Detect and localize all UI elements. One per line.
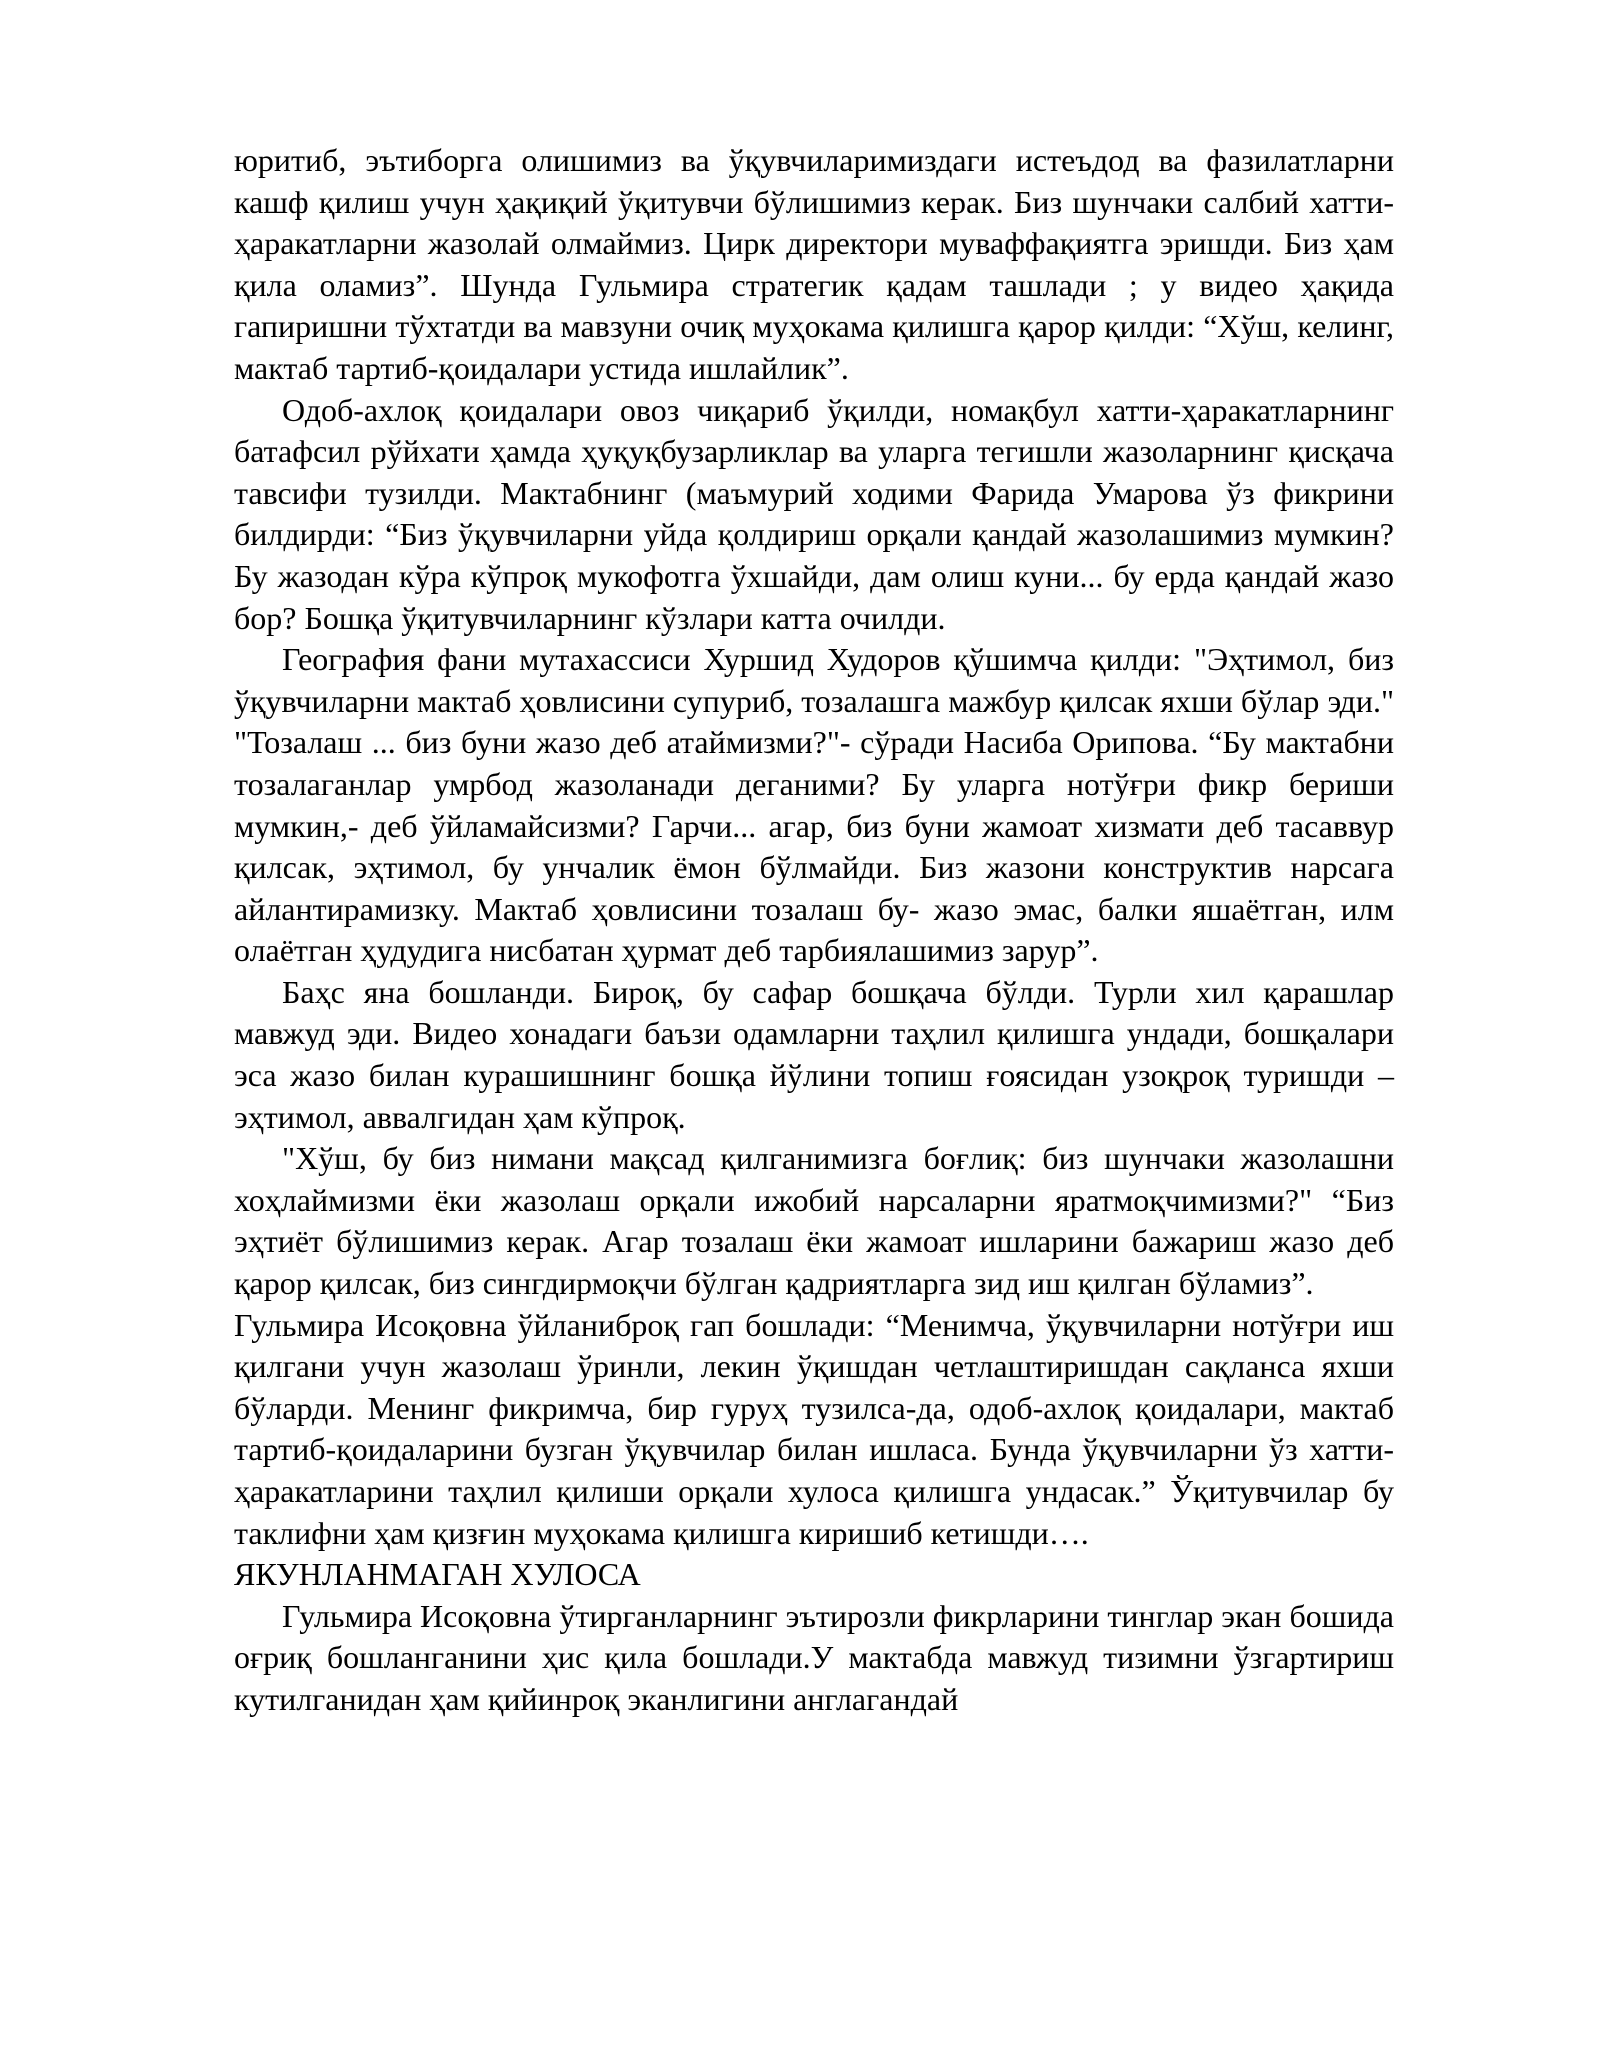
paragraph-2: Одоб-ахлоқ қоидалари овоз чиқариб ўқилди, номақбул хатти-ҳаракатларнинг батафсил рўйхати ҳамда ҳуқуқбузарликлар ва уларга тегишли жазоларнинг қисқача тавсифи тузилди. Мактабнинг (маъмурий ходими Фарида Умарова ўз фикрини билдирди: “Биз ўқувчиларни уйда қолдириш орқали қандай жазолашимиз мумкин? Бу жазодан кўра кўпроқ мукофотга ўхшайди, дам олиш куни... бу ерда қандай жазо бор? Бошқа ўқитувчиларнинг кўзлари катта очилди. xyxy=(234,391,1394,636)
paragraph-1: юритиб, эътиборга олишимиз ва ўқувчиларимиздаги истеъдод ва фазилатларни кашф қилиш учун ҳақиқий ўқитувчи бўлишимиз керак. Биз шунчаки салбий хатти-ҳаракатларни жазолай олмаймиз. Цирк директори муваффақиятга эришди. Биз ҳам қила оламиз”. Шунда Гульмира стратегик қадам ташлади ; у видео ҳақида гапиришни тўхтатди ва мавзуни очиқ муҳокама қилишга қарор қилди: “Хўш, келинг, мактаб тартиб-қоидалари устида ишлайлик”. xyxy=(234,142,1394,386)
paragraph-4: Баҳс яна бошланди. Бироқ, бу сафар бошқача бўлди. Турли хил қарашлар мавжуд эди. Видео хонадаги баъзи одамларни таҳлил қилишга ундади, бошқалари эса жазо билан курашишнинг бошқа йўлини топиш ғоясидан узоқроқ туришди – эҳтимол, аввалгидан ҳам кўпроқ. xyxy=(234,973,1394,1135)
paragraph-7: Гульмира Исоқовна ўтирганларнинг эътирозли фикрларини тинглар экан бошида оғриқ бошланганини ҳис қила бошлади.У мактабда мавжуд тизимни ўзгартириш кутилганидан ҳам қийинроқ эканлигини англагандай xyxy=(234,1597,1394,1717)
paragraph-6: Гульмира Исоқовна ўйланиброқ гап бошлади: “Менимча, ўқувчиларни нотўғри иш қилгани учун жазолаш ўринли, лекин ўқишдан четлаштиришдан сақланса яхши бўларди. Менинг фикримча, бир гуруҳ тузилса-да, одоб-ахлоқ қоидалари, мактаб тартиб-қоидаларини бузган ўқувчилар билан ишласа. Бунда ўқувчиларни ўз хатти-ҳаракатларини таҳлил қилиши орқали хулоса қилишга ундасак.” Ўқитувчилар бу таклифни ҳам қизғин муҳокама қилишга киришиб кетишди…. xyxy=(234,1306,1394,1551)
paragraph-5: "Хўш, бу биз нимани мақсад қилганимизга боғлиқ: биз шунчаки жазолашни хоҳлаймизми ёки жазолаш орқали ижобий нарсаларни яратмоқчимизми?" “Биз эҳтиёт бўлишимиз керак. Агар тозалаш ёки жамоат ишларини бажариш жазо деб қарор қилсак, биз сингдирмоқчи бўлган қадриятларга зид иш қилган бўламиз”. xyxy=(234,1140,1394,1302)
paragraph-3: География фани мутахассиси Хуршид Худоров қўшимча қилди: "Эҳтимол, биз ўқувчиларни мактаб ҳовлисини супуриб, тозалашга мажбур қилсак яхши бўлар эди." "Тозалаш ... биз буни жазо деб атаймизми?"- сўради Насиба Орипова. “Бу мактабни тозалаганлар умрбод жазоланади деганими? Бу уларга нотўғри фикр бериши мумкин,- деб ўйламайсизми? Гарчи... агар, биз буни жамоат хизмати деб тасаввур қилсак, эҳтимол, бу унчалик ёмон бўлмайди. Биз жазони конструктив нарсага айлантирамизку. Мактаб ҳовлисини тозалаш бу- жазо эмас, балки яшаётган, илм олаётган ҳудудига нисбатан ҳурмат деб тарбиялашимиз зарур”. xyxy=(234,641,1394,969)
section-heading: ЯКУНЛАНМАГАН ХУЛОСА xyxy=(234,1556,641,1593)
document-page xyxy=(234,140,1394,1721)
